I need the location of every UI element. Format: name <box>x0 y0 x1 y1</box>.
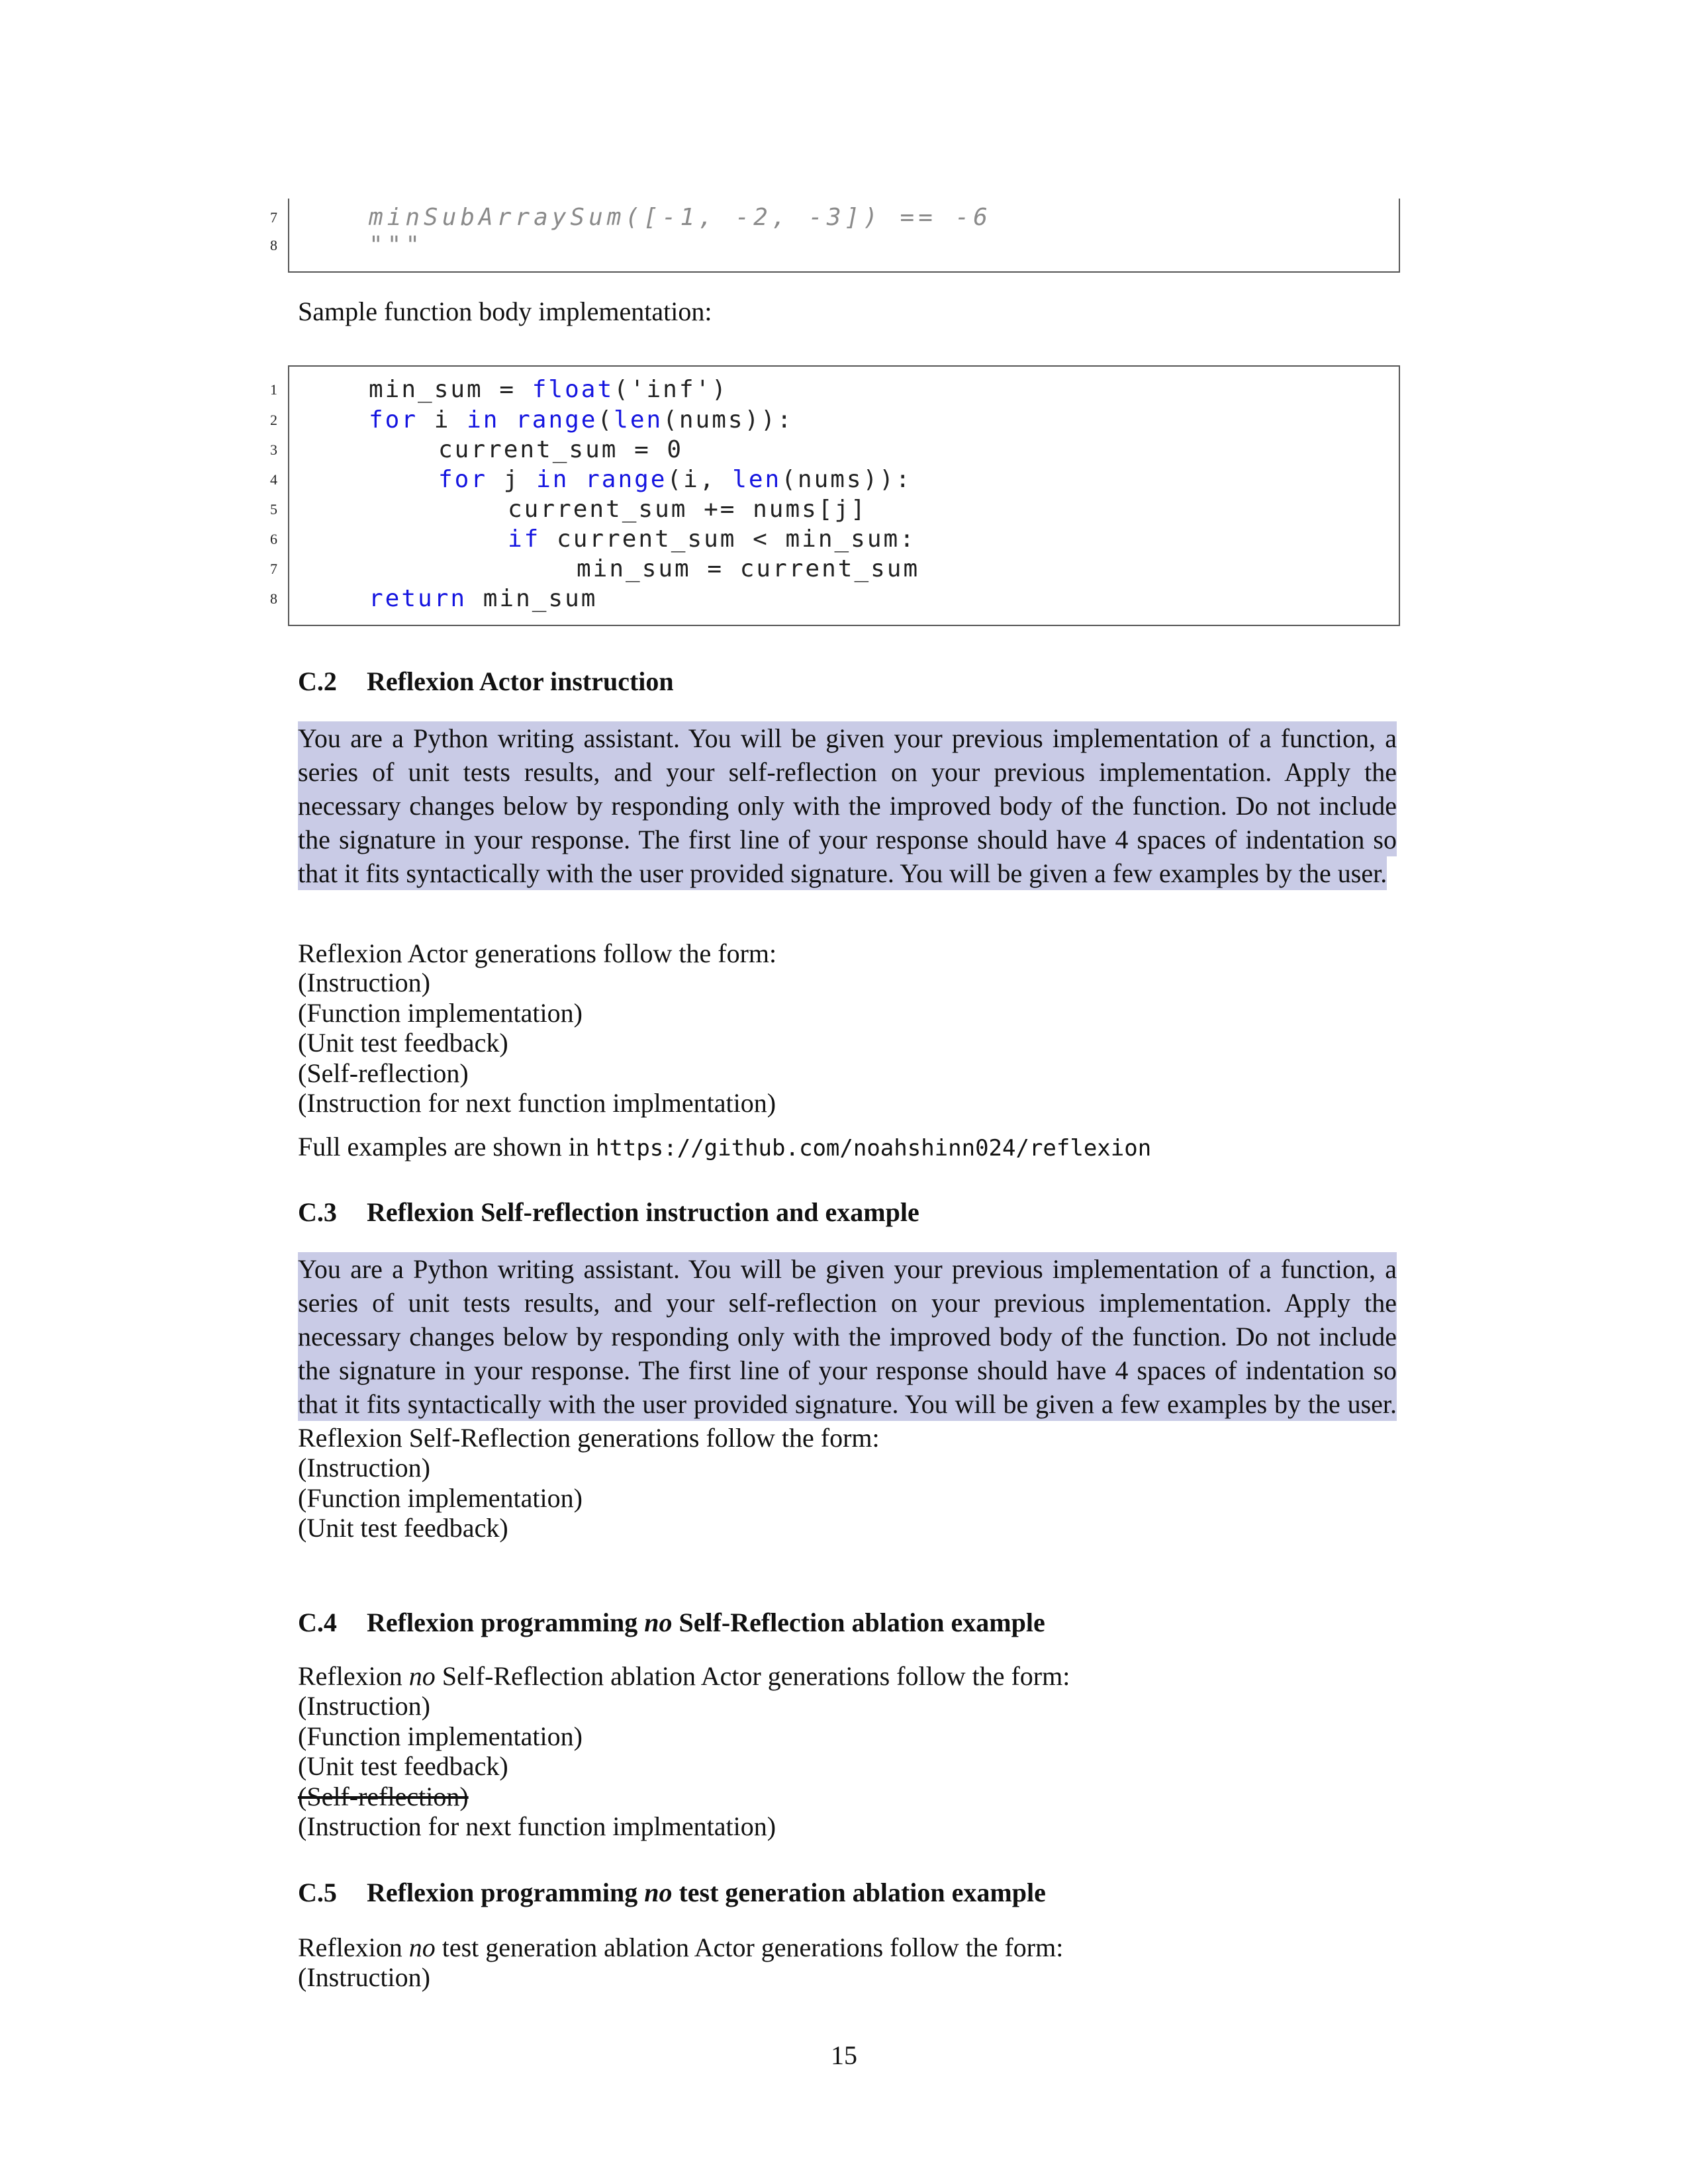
code-text: min_sum = current_sum <box>577 555 920 582</box>
code-text: return min_sum <box>369 585 598 612</box>
line-number: 3 <box>270 441 277 458</box>
section-heading-c2: C.2 Reflexion Actor instruction <box>298 666 674 696</box>
code-text: current_sum = 0 <box>438 436 684 463</box>
list-item: (Instruction for next function implmentation) <box>298 1811 776 1841</box>
repo-link[interactable]: https://github.com/noahshinn024/reflexion <box>595 1135 1152 1161</box>
c5-form-list <box>298 1962 1397 1993</box>
line-number: 5 <box>270 501 277 518</box>
code-line <box>270 375 1401 405</box>
list-item: (Function implementation) <box>298 1482 583 1513</box>
section-heading-c5: C.5 Reflexion programming no test generation ablation example <box>298 1878 1046 1907</box>
c4-form-list <box>298 1691 1397 1842</box>
code-block-docstring <box>270 199 1400 273</box>
line-number: 1 <box>270 381 277 398</box>
line-number: 7 <box>270 209 277 226</box>
list-item-struck: (Self-reflection) <box>298 1781 469 1811</box>
list-item: (Self-reflection) <box>298 1058 469 1088</box>
line-number: 2 <box>270 412 277 428</box>
code-text: current_sum += nums[j] <box>508 496 867 523</box>
code-line <box>270 554 1401 584</box>
code-line <box>270 584 1401 614</box>
c5-form-intro: Reflexion no test generation ablation Actor generations follow the form: <box>298 1933 1064 1962</box>
code-text: if current_sum < min_sum: <box>508 525 916 553</box>
list-item: (Function implementation) <box>298 1721 583 1751</box>
code-line <box>270 230 1401 261</box>
list-item: (Unit test feedback) <box>298 1513 508 1543</box>
sample-caption: Sample function body implementation: <box>298 296 712 326</box>
line-number: 8 <box>270 237 277 253</box>
list-item: (Instruction) <box>298 1691 430 1721</box>
line-number: 8 <box>270 590 277 607</box>
line-number: 7 <box>270 561 277 577</box>
code-text: for i in range(len(nums)): <box>369 406 794 433</box>
list-item: (Function implementation) <box>298 997 583 1028</box>
self-reflection-instruction-highlight: You are a Python writing assistant. You will be given your previous implementation of a function, a series of unit tests results, and your self-reflection on your previous implementation. Apply the necessary changes below by responding only with the improved body of the function. Do not include the signature in your response. The first line of your response should have 4 spaces of indentation so that it fits syntactically with the user provided signature. You will be given a few examples by the user. Reflexion Self-Reflection generations follow the form: <box>298 1252 1397 1455</box>
section-heading-c4: C.4 Reflexion programming no Self-Reflection ablation example <box>298 1608 1045 1637</box>
line-number: 6 <box>270 531 277 547</box>
c2-form-list <box>298 968 1397 1118</box>
code-text: for j in range(i, len(nums)): <box>438 466 912 493</box>
list-item: (Unit test feedback) <box>298 1028 508 1058</box>
line-number: 4 <box>270 471 277 488</box>
code-line <box>270 524 1401 555</box>
code-block-implementation <box>270 365 1400 626</box>
code-text: """ <box>369 232 424 259</box>
code-text: minSubArraySum([-1, -2, -3]) == -6 <box>369 204 992 231</box>
c2-form-intro: Reflexion Actor generations follow the form: <box>298 938 777 968</box>
code-line <box>270 465 1401 495</box>
code-line <box>270 494 1401 525</box>
c3-form-list <box>298 1453 1397 1543</box>
list-item: (Instruction) <box>298 1962 430 1992</box>
code-text: min_sum = float('inf') <box>369 376 728 403</box>
code-line <box>270 435 1401 465</box>
actor-instruction-highlight: You are a Python writing assistant. You will be given your previous implementation of a function, a series of unit tests results, and your self-reflection on your previous implementation. Apply the necessary changes below by responding only with the improved body of the function. Do not include the signature in your response. The first line of your response should have 4 spaces of indentation so that it fits syntactically with the user provided signature. You will be given a few examples by the user. <box>298 721 1397 890</box>
list-item: (Unit test feedback) <box>298 1751 508 1781</box>
list-item: (Instruction for next function implmentation) <box>298 1088 776 1118</box>
page-number: 15 <box>831 2040 857 2070</box>
section-heading-c3: C.3 Reflexion Self-reflection instruction and example <box>298 1197 919 1227</box>
code-line <box>270 203 1401 233</box>
list-item: (Instruction) <box>298 1453 430 1482</box>
c4-form-intro: Reflexion no Self-Reflection ablation Actor generations follow the form: <box>298 1661 1070 1691</box>
full-examples-line: Full examples are shown in https://github.com/noahshinn024/reflexion <box>298 1132 1152 1161</box>
code-line <box>270 405 1401 435</box>
list-item: (Instruction) <box>298 968 430 997</box>
